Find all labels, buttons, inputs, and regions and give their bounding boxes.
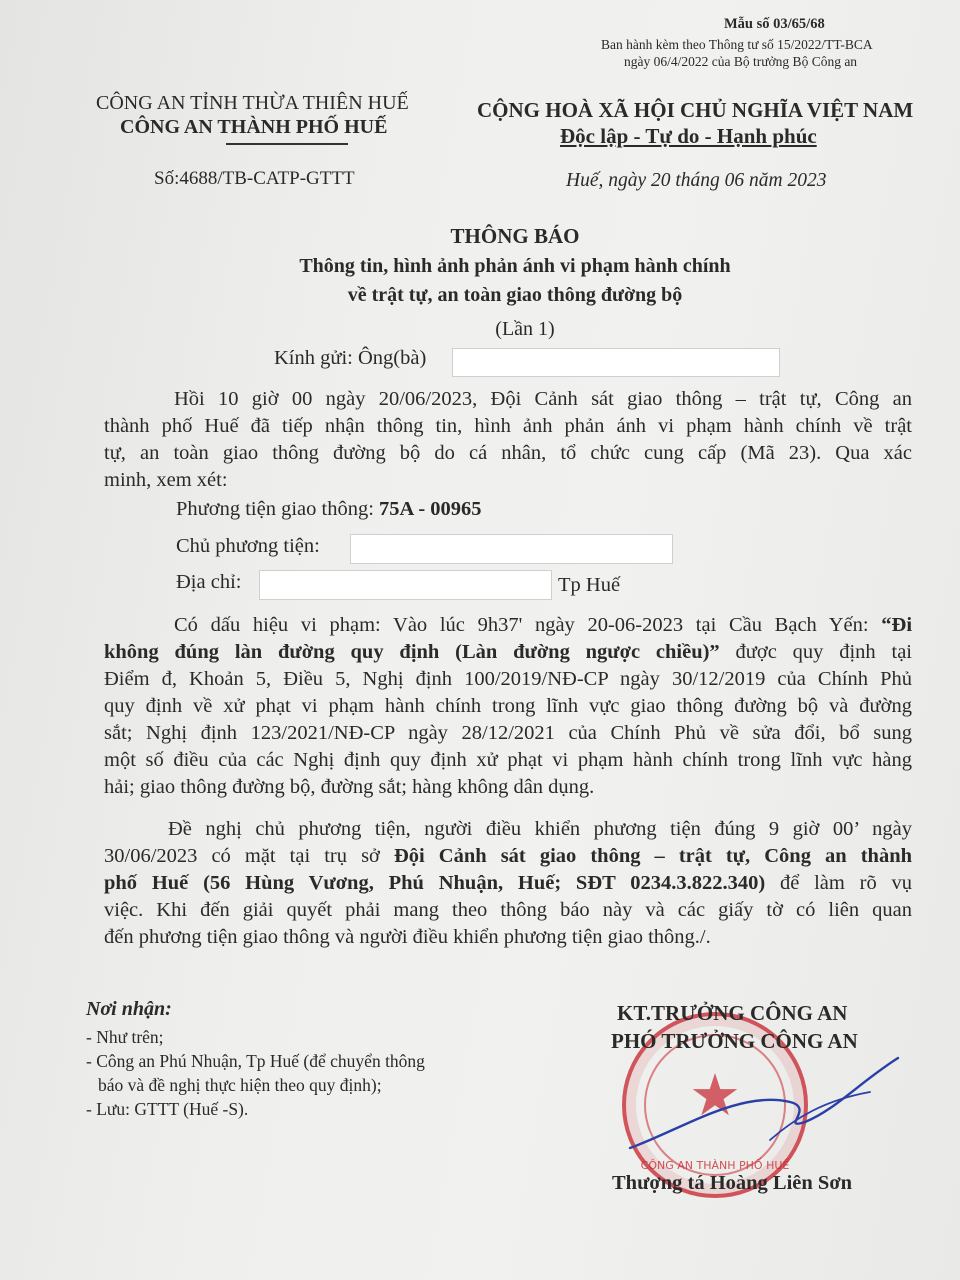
form-issued-line1: Ban hành kèm theo Thông tư số 15/2022/TT-BCA — [601, 37, 873, 52]
address-city: Tp Huế — [558, 574, 621, 596]
redacted-owner-name — [350, 534, 673, 564]
notice-subtitle-2: về trật tự, an toàn giao thông đường bộ — [347, 284, 683, 306]
form-issued-line2: ngày 06/4/2022 của Bộ trưởng Bộ Công an — [624, 54, 858, 69]
violation-line: một số điều của các Nghị định quy định xử phạt vi phạm hành chính trong lĩnh vực hàng — [104, 749, 912, 771]
agency-name: CÔNG AN THÀNH PHỐ HUẾ — [120, 116, 388, 138]
request-office: Đội Cảnh sát giao thông – trật tự, Công an thành — [393, 845, 913, 867]
violation-after-quote: được quy định tại — [735, 641, 912, 663]
vehicle-label: Phương tiện giao thông: — [176, 498, 374, 520]
form-code: Mẫu số 03/65/68 — [724, 16, 825, 32]
request-line: đến phương tiện giao thông và người điều khiển phương tiện giao thông./. — [104, 926, 711, 948]
request-line — [104, 870, 912, 897]
owner-label: Chủ phương tiện: — [176, 535, 320, 557]
intro-line: tự, an toàn giao thông đường bộ do cá nhân, tổ chức cung cấp (Mã 23). Qua xác — [104, 442, 912, 464]
violation-line — [104, 639, 912, 666]
violation-quote-start: “Đi — [881, 614, 913, 636]
violation-paragraph — [104, 612, 912, 801]
place-and-date: Huế, ngày 20 tháng 06 năm 2023 — [566, 170, 827, 191]
violation-line: quy định về xử phạt vi phạm hành chính trong lĩnh vực giao thông đường bộ và đường — [104, 695, 912, 717]
notice-subtitle-1: Thông tin, hình ảnh phản ánh vi phạm hành chính — [299, 255, 731, 277]
request-line3-plain: để làm rõ vụ — [779, 872, 913, 894]
vehicle-row — [176, 498, 482, 521]
recipient-label: Kính gửi: Ông(bà) — [274, 347, 427, 369]
violation-line: Điểm đ, Khoản 5, Điều 5, Nghị định 100/2019/NĐ-CP ngày 30/12/2019 của Chính Phủ — [104, 668, 912, 690]
request-line2-plain: 30/06/2023 có mặt tại trụ sở — [104, 845, 380, 867]
document-number: Số:4688/TB-CATP-GTTT — [154, 168, 355, 189]
recipients-item: - Lưu: GTTT (Huế -S). — [86, 1099, 249, 1119]
agency-underline — [226, 143, 348, 145]
intro-line: Hồi 10 giờ 00 ngày 20/06/2023, Đội Cảnh sát giao thông – trật tự, Công an — [174, 388, 912, 410]
signer-role-2: PHÓ TRƯỞNG CÔNG AN — [611, 1029, 858, 1053]
request-line: Đề nghị chủ phương tiện, người điều khiển phương tiện đúng 9 giờ 00’ ngày — [168, 818, 912, 840]
recipients-item: - Công an Phú Nhuận, Tp Huế (để chuyển thông — [86, 1051, 425, 1071]
national-motto: Độc lập - Tự do - Hạnh phúc — [560, 124, 817, 148]
recipients-item: - Như trên; — [86, 1027, 164, 1047]
request-paragraph — [104, 816, 912, 951]
redacted-address — [259, 570, 552, 600]
official-stamp: ★ CÔNG AN THÀNH PHỐ HUẾ — [622, 1012, 808, 1198]
license-plate: 75A - 00965 — [379, 498, 482, 520]
notice-title: THÔNG BÁO — [450, 224, 580, 248]
redacted-recipient-name — [452, 348, 780, 377]
recipients-item: báo và đề nghị thực hiện theo quy định); — [98, 1075, 382, 1095]
notice-round: (Lần 1) — [495, 318, 555, 340]
nation-name: CỘNG HOÀ XÃ HỘI CHỦ NGHĨA VIỆT NAM — [477, 98, 914, 122]
violation-line: hải; giao thông đường bộ, đường sắt; hàng không dân dụng. — [104, 776, 595, 798]
signer-name: Thượng tá Hoàng Liên Sơn — [612, 1172, 853, 1194]
request-line: việc. Khi đến giải quyết phải mang theo thông báo này và các giấy tờ có liên quan — [104, 899, 912, 921]
intro-line: thành phố Huế đã tiếp nhận thông tin, hình ảnh phản ánh vi phạm hành chính về trật — [104, 415, 912, 437]
violation-description: không đúng làn đường quy định (Làn đường ngược chiều)” — [104, 641, 720, 663]
violation-line — [104, 612, 912, 639]
request-office-address: phố Huế (56 Hùng Vương, Phú Nhuận, Huế; SĐT 0234.3.822.340) — [104, 872, 766, 894]
request-line — [104, 843, 912, 870]
intro-paragraph — [104, 386, 912, 494]
signer-role-1: KT.TRƯỞNG CÔNG AN — [617, 1001, 848, 1025]
agency-parent: CÔNG AN TỈNH THỪA THIÊN HUẾ — [96, 92, 409, 114]
intro-line: minh, xem xét: — [104, 469, 228, 491]
handwritten-signature — [620, 1030, 910, 1160]
recipients-heading: Nơi nhận: — [86, 998, 172, 1020]
violation-line: sắt; Nghị định 123/2021/NĐ-CP ngày 28/12/2021 của Chính Phủ về sửa đổi, bổ sung — [104, 722, 912, 744]
address-label: Địa chỉ: — [176, 571, 242, 593]
violation-prefix: Có dấu hiệu vi phạm: Vào lúc 9h37' ngày 20-06-2023 tại Cầu Bạch Yến: — [174, 614, 869, 636]
